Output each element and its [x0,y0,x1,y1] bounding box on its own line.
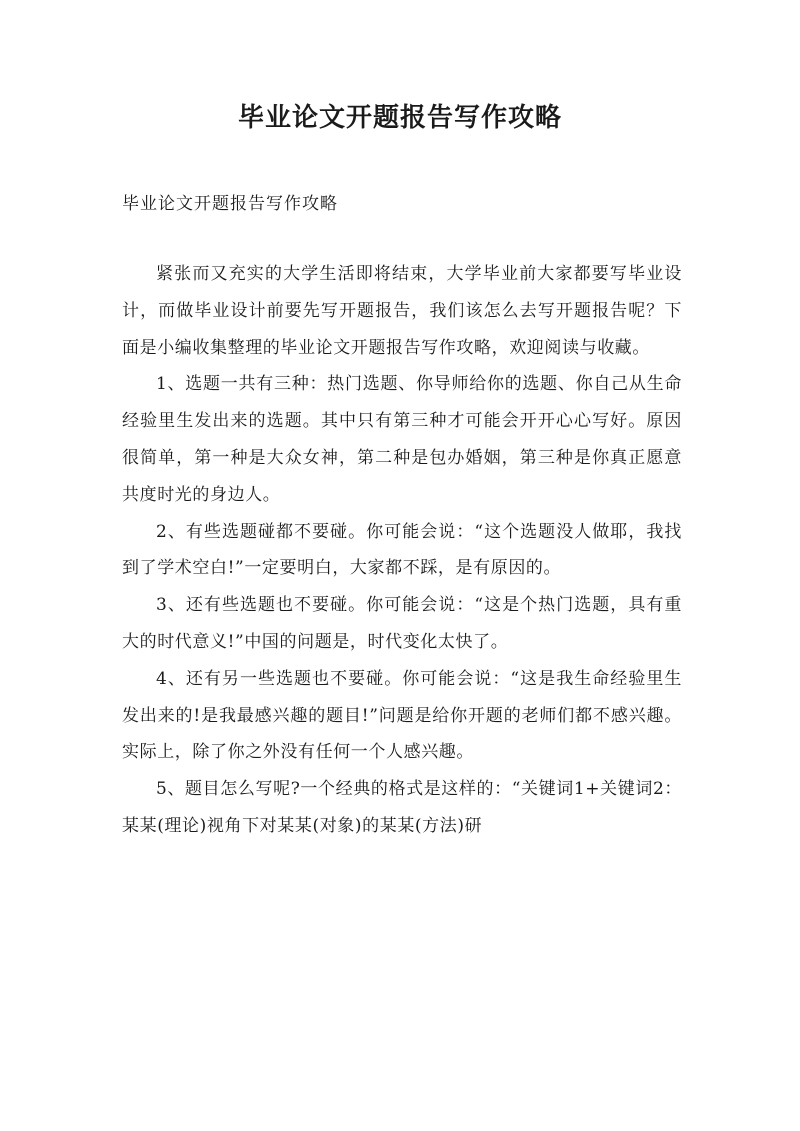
document-subtitle: 毕业论文开题报告写作攻略 [122,194,338,214]
paragraph-point-1: 1、选题一共有三种：热门选题、你导师给你的选题、你自己从生命经验里生发出来的选题。其中只有第三种才可能会开开心心写好。原因很简单，第一种是大众女神，第二种是包办婚姻，第三种是你真正愿意共度时光的身边人。 [122,374,682,505]
document-body [122,256,682,845]
paragraph-point-2: 2、有些选题碰都不要碰。你可能会说：“这个选题没人做耶，我找到了学术空白!”一定要明白，大家都不踩，是有原因的。 [122,521,682,579]
paragraph-intro: 紧张而又充实的大学生活即将结束，大学毕业前大家都要写毕业设计，而做毕业设计前要先写开题报告，我们该怎么去写开题报告呢？下面是小编收集整理的毕业论文开题报告写作攻略，欢迎阅读与收藏。 [122,264,682,358]
paragraph-point-4: 4、还有另一些选题也不要碰。你可能会说：“这是我生命经验里生发出来的!是我最感兴趣的题目!”问题是给你开题的老师们都不感兴趣。实际上，除了你之外没有任何一个人感兴趣。 [122,668,682,763]
paragraph-point-5: 5、题目怎么写呢?一个经典的格式是这样的：“关键词1+关键词2：某某(理论)视角下对某某(对象)的某某(方法)研 [122,779,682,836]
paragraph-point-3: 3、还有些选题也不要碰。你可能会说：“这是个热门选题，具有重大的时代意义!”中国的问题是，时代变化太快了。 [122,595,682,652]
page-title: 毕业论文开题报告写作攻略 [237,103,562,133]
